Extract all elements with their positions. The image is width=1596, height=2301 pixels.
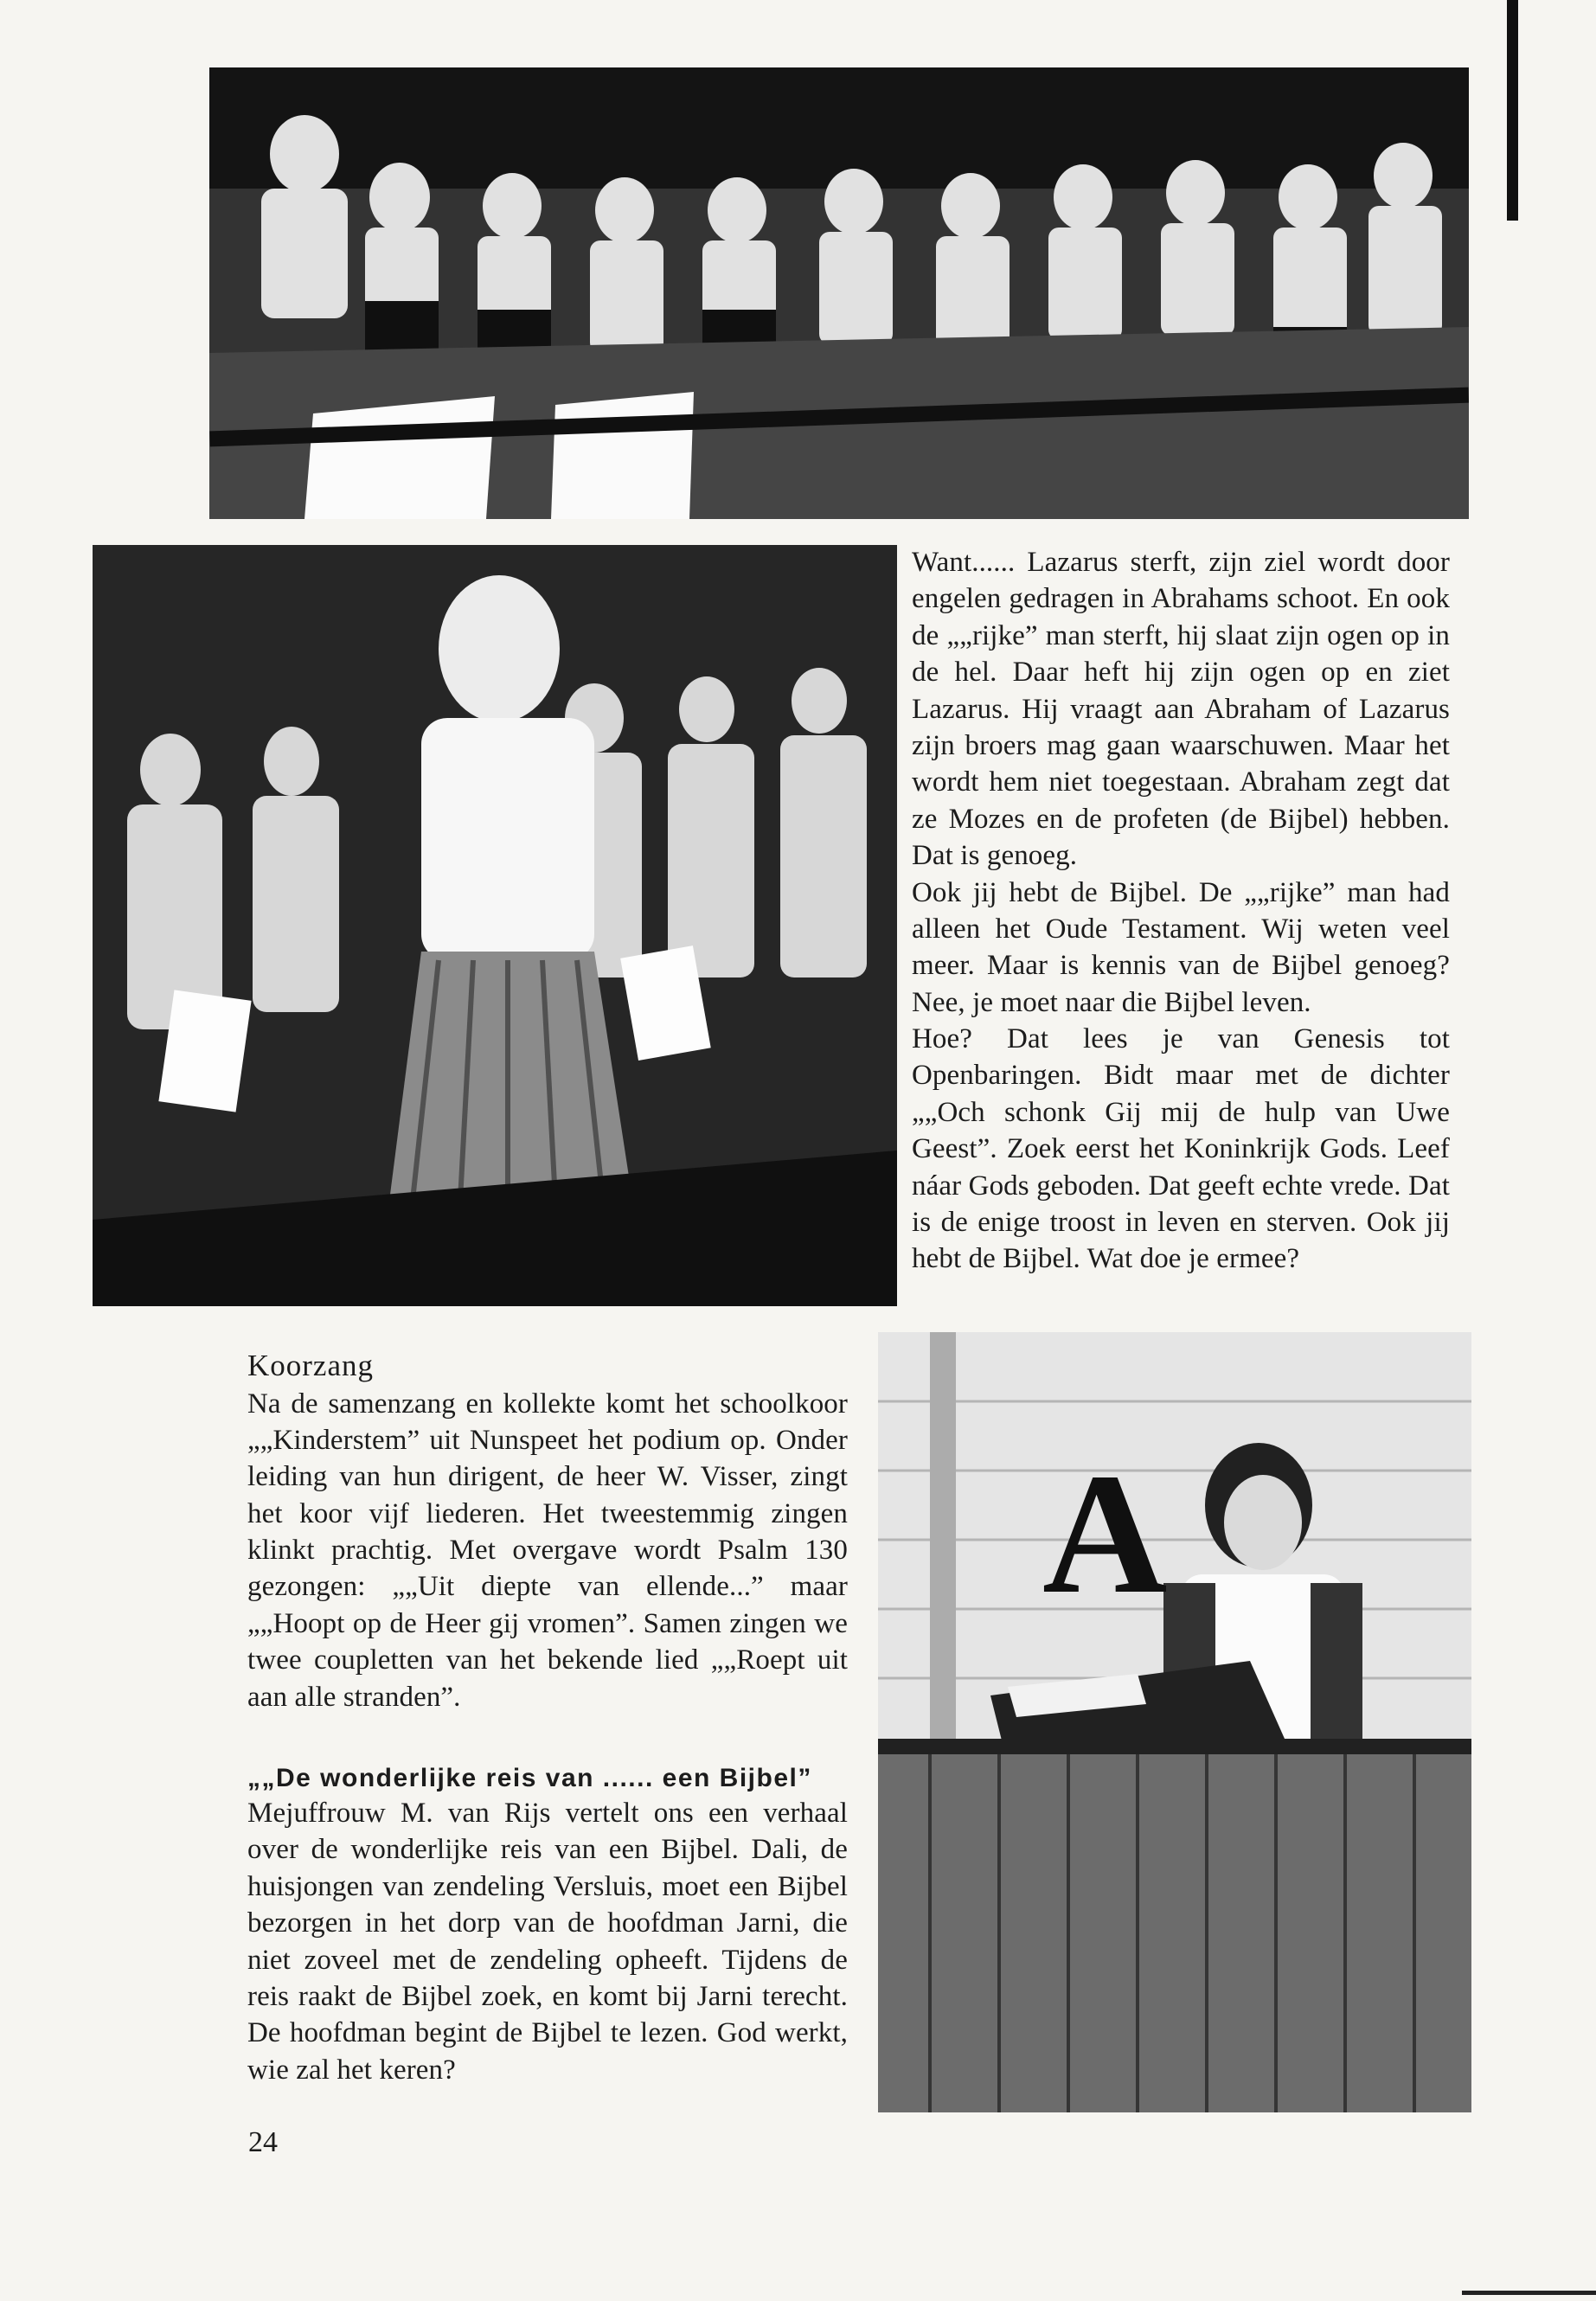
koorzang-text: Na de samenzang en kollekte komt het schoolkoor „„Kinderstem” uit Nunspeet het podium op. Onder leiding van hun dirigent, de heer W. Visser, zingt het koor vijf liederen. Het tweestemmig zingen klinkt prachtig. Met overgave wordt Psalm 130 gezongen: „„Uit diepte van ellende...” maar „„Hoopt op de Heer gij vromen”. Samen zingen we twee coupletten van het bekende lied „„Roept uit aan alle stranden”. [247, 1388, 848, 1713]
choir-photo-soloist [93, 545, 897, 1306]
koorzang-heading: Koorzang [247, 1349, 375, 1382]
bijbel-section [247, 1761, 848, 2088]
lectern-photo-image [878, 1332, 1471, 2112]
bijbel-text: Mejuffrouw M. van Rijs vertelt ons een verhaal over de wonderlijke reis van een Bijbel. Dali, de huisjongen van zendeling Versluis, moet een Bijbel bezorgen in het dorp van de hoofdman Jarni, die niet zoveel met de zendeling opheeft. Tijdens de reis raakt de Bijbel zoek, en komt bij Jarni terecht. De hoofdman begint de Bijbel te lezen. God werkt, wie zal het keren? [247, 1798, 848, 2086]
right-column-text [912, 544, 1450, 1278]
paragraph-lazarus: Want...... Lazarus sterft, zijn ziel wordt door engelen gedragen in Abrahams schoot. En ook de „„rijke” man sterft, hij slaat zijn ogen op in de hel. Daar heft hij zijn ogen op en ziet Lazarus. Hij vraagt aan Abraham of Lazarus zijn broers mag gaan waarschuwen. Maar het wordt hem niet toegestaan. Abraham zegt dat ze Mozes en de profeten (de Bijbel) hebben. Dat is genoeg. [912, 547, 1450, 872]
choir-photo-soloist-image [93, 545, 897, 1306]
choir-photo-top-image [209, 67, 1469, 519]
choir-photo-top [209, 67, 1469, 519]
koorzang-section [247, 1346, 848, 1715]
scan-bottom-line [1462, 2291, 1596, 2295]
scan-edge-bar [1507, 0, 1518, 221]
page-number: 24 [248, 2126, 278, 2158]
paragraph-ook-jij: Ook jij hebt de Bijbel. De „„rijke” man had alleen het Oude Testament. Wij weten veel meer. Maar is kennis van de Bijbel genoeg? Nee, je moet naar die Bijbel leven. [912, 876, 1450, 1018]
lectern-sign-letter: A [1042, 1439, 1168, 1630]
lectern-photo [878, 1332, 1471, 2112]
paragraph-hoe: Hoe? Dat lees je van Genesis tot Openbaringen. Bidt maar met de dichter „„Och schonk Gij mij de hulp van Uwe Geest”. Zoek eerst het Koninkrijk Gods. Leef náar Gods geboden. Dat geeft echte vrede. Dat is de enige troost in leven en sterven. Ook jij hebt de Bijbel. Wat doe je ermee? [912, 1023, 1450, 1275]
bijbel-heading: „„De wonderlijke reis van ...... een Bijbel” [247, 1764, 812, 1792]
